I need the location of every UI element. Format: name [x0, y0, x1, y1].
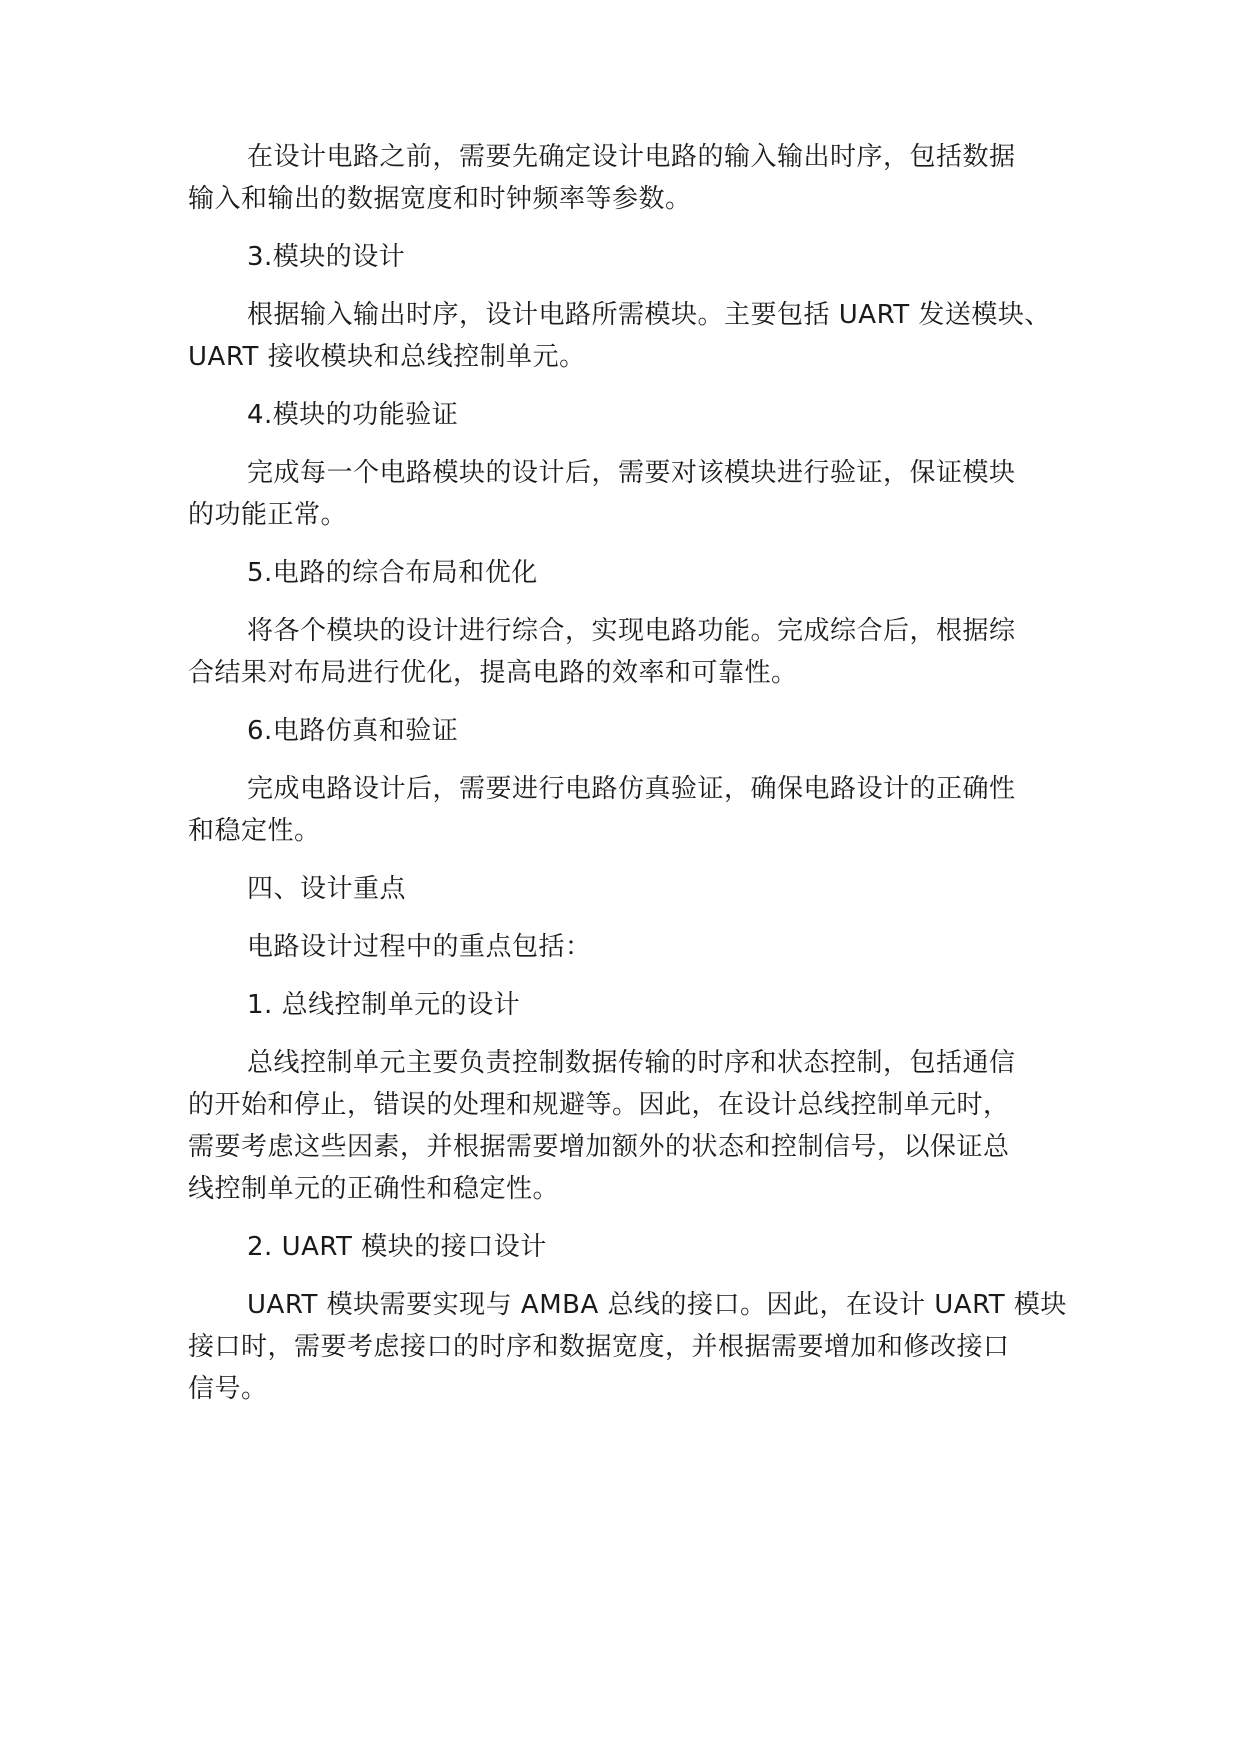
paragraph-line: 将各个模块的设计进行综合，实现电路功能。完成综合后，根据综 — [247, 616, 1016, 646]
section-heading: 6.电路仿真和验证 — [247, 716, 459, 746]
paragraph-line: 根据输入输出时序，设计电路所需模块。主要包括 UART 发送模块、 — [247, 300, 1051, 330]
section-heading: 3.模块的设计 — [247, 242, 406, 272]
paragraph-line: 电路设计过程中的重点包括： — [247, 932, 592, 962]
chapter-heading: 四、设计重点 — [247, 874, 407, 904]
paragraph-line: UART 接收模块和总线控制单元。 — [188, 342, 586, 372]
paragraph-line: 信号。 — [188, 1374, 268, 1404]
section-heading: 4.模块的功能验证 — [247, 400, 459, 430]
section-heading: 2. UART 模块的接口设计 — [247, 1232, 547, 1262]
paragraph-line: 接口时，需要考虑接口的时序和数据宽度，并根据需要增加和修改接口 — [188, 1332, 1010, 1362]
paragraph-line: 完成电路设计后，需要进行电路仿真验证，确保电路设计的正确性 — [247, 774, 1016, 804]
paragraph-line: 在设计电路之前，需要先确定设计电路的输入输出时序，包括数据 — [247, 142, 1016, 172]
section-heading: 5.电路的综合布局和优化 — [247, 558, 538, 588]
paragraph-line: 完成每一个电路模块的设计后，需要对该模块进行验证，保证模块 — [247, 458, 1016, 488]
paragraph-line: 输入和输出的数据宽度和时钟频率等参数。 — [188, 184, 692, 214]
paragraph-line: 合结果对布局进行优化，提高电路的效率和可靠性。 — [188, 658, 798, 688]
paragraph-line: 的功能正常。 — [188, 500, 348, 530]
paragraph-line: 和稳定性。 — [188, 816, 321, 846]
paragraph-line: 总线控制单元主要负责控制数据传输的时序和状态控制，包括通信 — [247, 1048, 1016, 1078]
section-heading: 1. 总线控制单元的设计 — [247, 990, 521, 1020]
paragraph-line: 线控制单元的正确性和稳定性。 — [188, 1174, 560, 1204]
paragraph-line: 需要考虑这些因素，并根据需要增加额外的状态和控制信号，以保证总 — [188, 1132, 1010, 1162]
paragraph-line: UART 模块需要实现与 AMBA 总线的接口。因此，在设计 UART 模块 — [247, 1290, 1067, 1320]
paragraph-line: 的开始和停止，错误的处理和规避等。因此，在设计总线控制单元时， — [188, 1090, 1010, 1120]
